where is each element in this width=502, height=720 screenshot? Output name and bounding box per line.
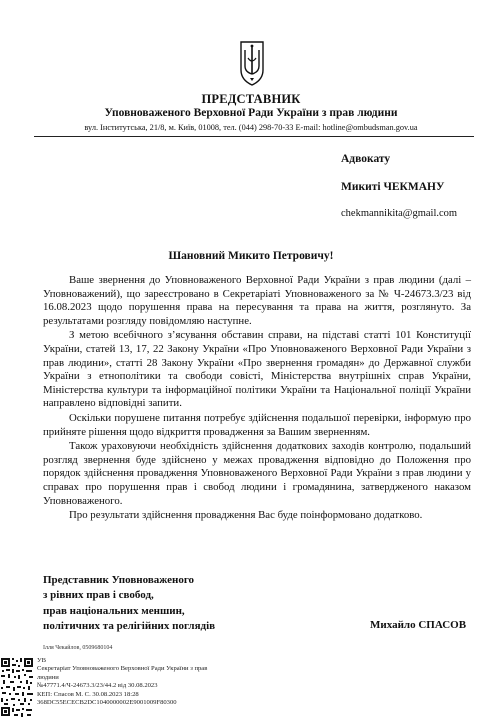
signer-position xyxy=(43,573,215,635)
body-paragraph: Про результати здійснення провадження Вас буде поінформовано додатково. xyxy=(69,509,423,522)
signer-position-line: прав національних меншин, xyxy=(43,604,185,617)
body-paragraph: Також ураховуючи необхідність здійснення додаткових заходів контролю, подальший розгляд звернення буде здійснено у межах провадження відповідно до Положення про порядок здійснення провадження Уповноваженого Верховної Ради України з прав людини у справах про порушення прав і свобод людини і громадянина, затвердженого наказом Уповноваженого. xyxy=(43,440,471,507)
recipient-name: Микиті ЧЕКМАНУ xyxy=(341,181,445,193)
office-name: Уповноваженого Верховної Ради України з прав людини xyxy=(104,107,398,119)
recipient-email[interactable]: chekmannikita@gmail.com xyxy=(341,208,458,219)
salutation: Шановний Микито Петровичу! xyxy=(168,250,334,262)
page-title: ПРЕДСТАВНИК xyxy=(201,92,301,106)
registration-stamp xyxy=(37,657,207,707)
signer-name: Михайло СПАСОВ xyxy=(370,619,467,631)
header-divider xyxy=(34,136,474,137)
stamp-line: №47771.4/Ч-24673.3/23/44.2 від 30.08.2023 xyxy=(37,682,158,690)
qr-code-icon xyxy=(0,656,34,718)
stamp-line: КЕП: Спасов М. С. 30.08.2023 18:28 xyxy=(37,690,139,698)
signer-position-line: політичних та релігійних поглядів xyxy=(43,620,216,633)
body-paragraph: З метою всебічного з’ясування обставин справи, на підставі статті 101 Конституції України, статей 13, 17, 22 Закону України «Про Уповноваженого Верховної Ради України з прав людини», статті 28 Закону України «Про звернення громадян» до Державної служби України з етнополітики та свободи совісті, Міністерства внутрішніх справ України, Міністерства культури та інформаційної політики України та Національної поліції України направлено відповідні запити. xyxy=(43,329,471,410)
letter-body xyxy=(43,274,471,524)
stamp-line: людини xyxy=(37,673,59,681)
signer-position-line: з рівних прав і свобод, xyxy=(43,589,154,602)
office-address: вул. Інститутська, 21/8, м. Київ, 01008, тел. (044) 298-70-33 E-mail: hotline@ombudsman.gov.ua xyxy=(84,123,418,132)
stamp-line: 368DC55ECECB2DC1040000002E9001009F80300 xyxy=(37,699,177,707)
executor-note: Ілля Чекайлов, 0509680104 xyxy=(43,645,113,651)
recipient-role: Адвокату xyxy=(341,153,391,165)
signer-position-line: Представник Уповноваженого xyxy=(43,574,195,586)
stamp-line: УВ xyxy=(37,657,47,664)
trident-emblem-icon xyxy=(239,40,265,86)
body-paragraph: Ваше звернення до Уповноваженого Верховної Ради України з прав людини (далі – Уповноважений), що зареєстровано в Секретаріаті Уповноваженого за № Ч-24673.3/23 від 16.08.2023 щодо порушення права на пересування та права на життя, розглянуто. За результатами розгляду повідомляю наступне. xyxy=(43,274,471,327)
body-paragraph: Оскільки порушене питання потребує здійснення подальшої перевірки, інформую про прийняте рішення щодо відкриття провадження за Вашим зверненням. xyxy=(43,411,471,438)
stamp-line: Секретаріат Уповноваженого Верховної Ради України з прав xyxy=(37,665,208,673)
